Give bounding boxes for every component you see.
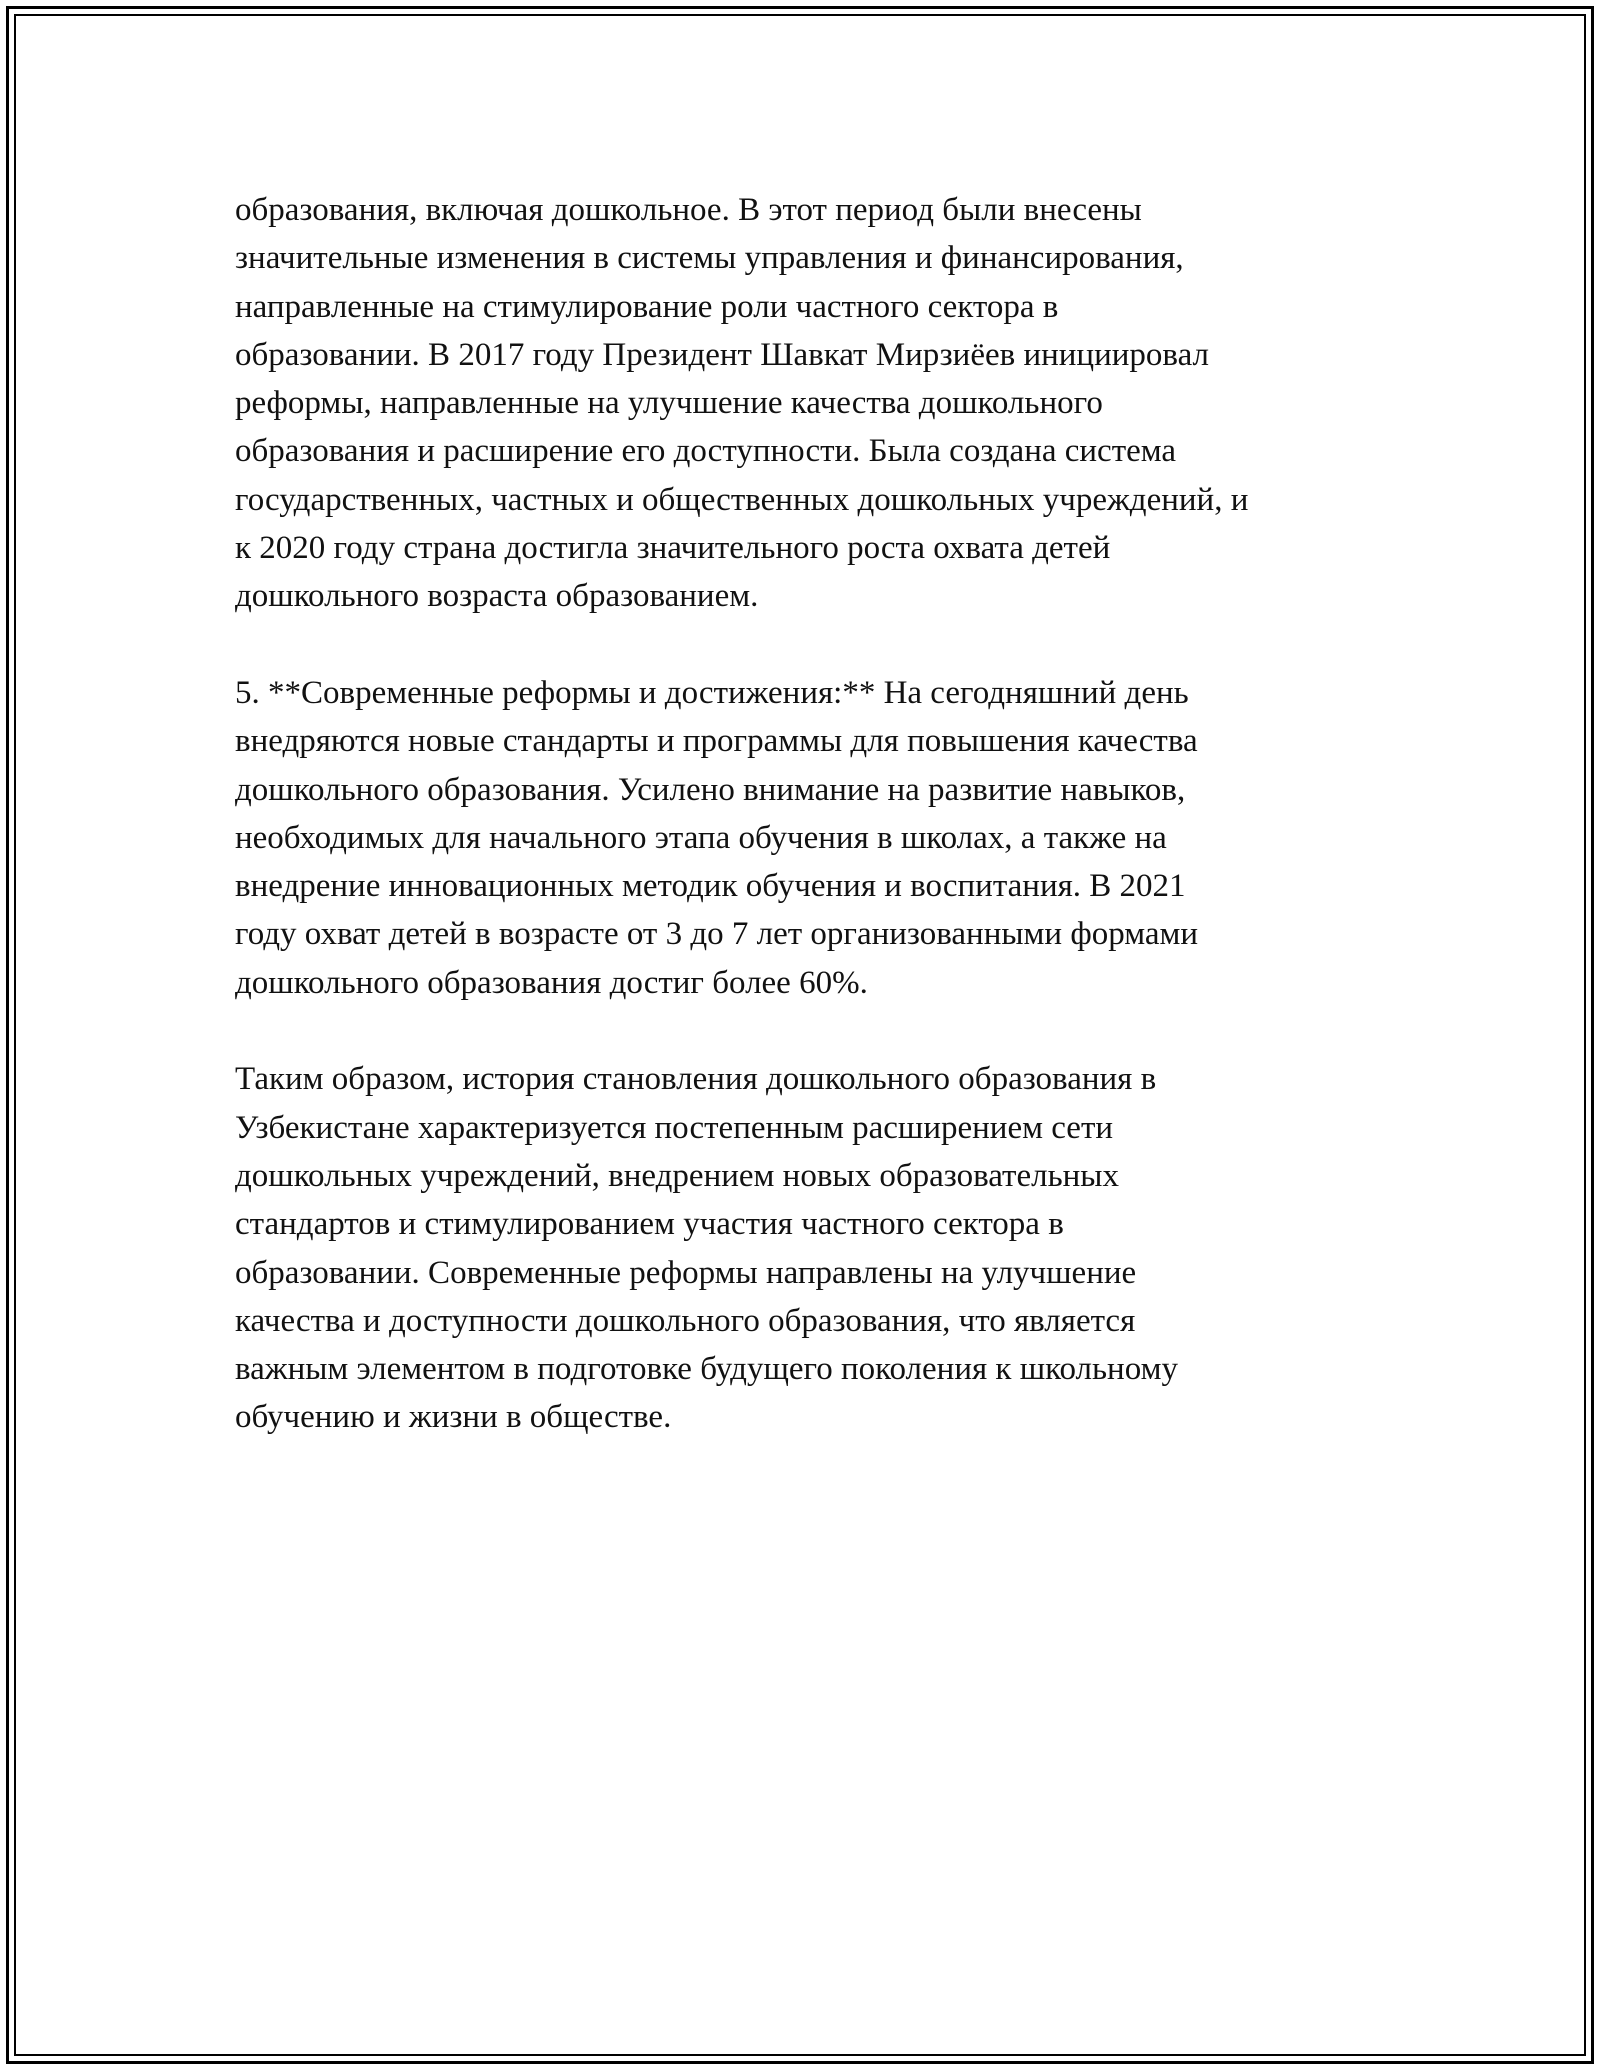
paragraph-1: образования, включая дошкольное. В этот период были внесены значительные изменения в системы управления и финансирования, направленные на стимулирование роли частного сектора в образовании. В 2017 году Президент Шавкат Мирзиёев инициировал реформы, направленные на улучшение качества дошкольного образования и расширение его доступности. Была создана система государственных, частных и общественных дошкольных учреждений, и к 2020 году страна достигла значительного роста охвата детей дошкольного возраста образованием. (235, 192, 1249, 615)
paragraph-3: Таким образом, история становления дошкольного образования в Узбекистане характеризуется постепенным расширением сети дошкольных учреждений, внедрением новых образовательных стандартов и стимулированием участия частного сектора в образовании. Современные реформы направлены на улучшение качества и доступности дошкольного образования, что является важным элементом в подготовке будущего поколения к школьному обучению и жизни в обществе. (235, 1061, 1178, 1436)
paragraph-2: 5. **Современные реформы и достижения:** На сегодняшний день внедряются новые стандарты и программы для повышения качества дошкольного образования. Усилено внимание на развитие навыков, необходимых для начального этапа обучения в школах, а также на внедрение инновационных методик обучения и воспитания. В 2021 году охват детей в возрасте от 3 до 7 лет организованными формами дошкольного образования достиг более 60%. (235, 674, 1199, 1001)
document-body (235, 186, 1395, 1490)
